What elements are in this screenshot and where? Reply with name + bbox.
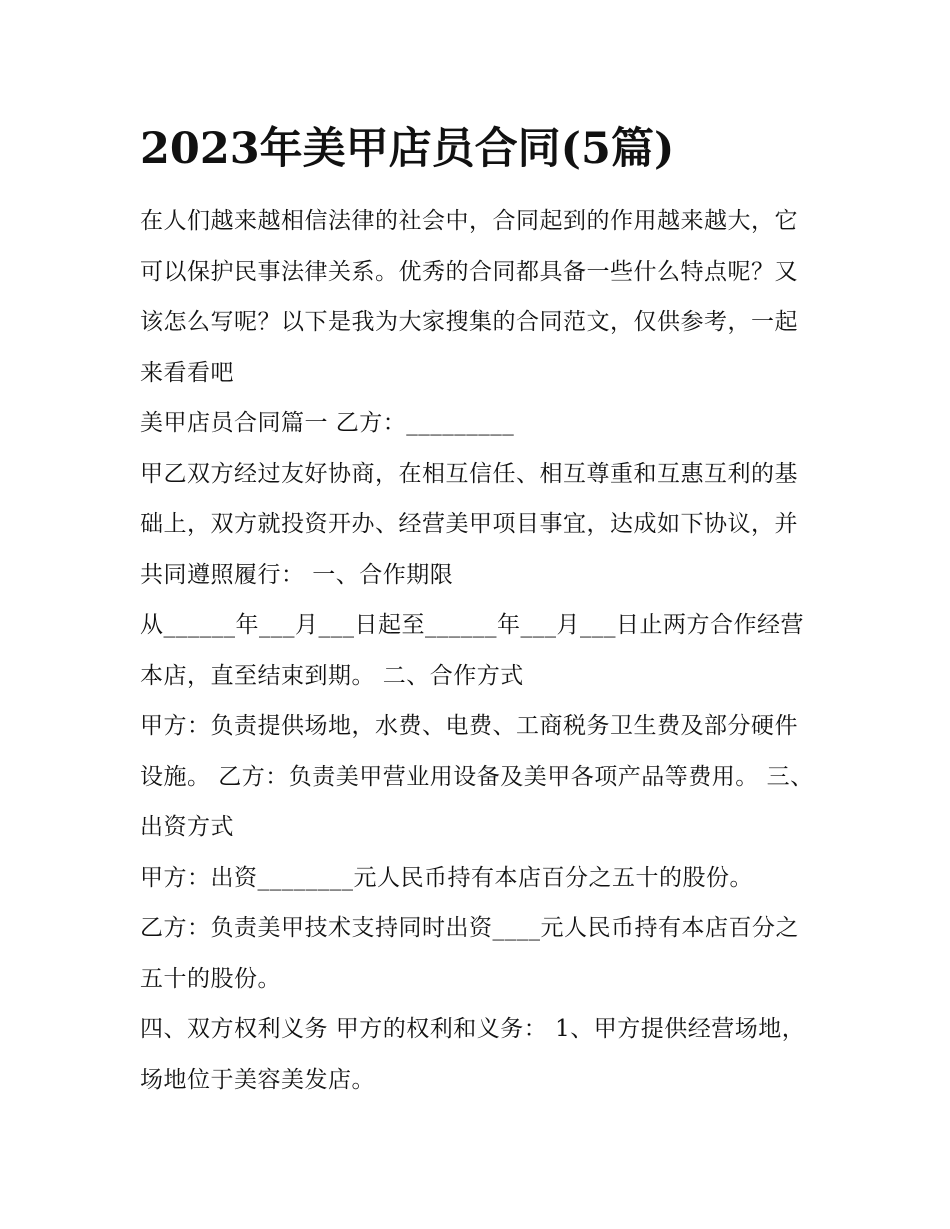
agreement-paragraph: 甲乙双方经过友好协商，在相互信任、相互尊重和互惠互利的基础上，双方就投资开办、经营美甲项目事宜，达成如下协议，并共同遵照履行： 一、合作期限 bbox=[140, 460, 798, 588]
document-body bbox=[140, 118, 820, 1105]
document-title: 2023年美甲店员合同(5篇) bbox=[140, 124, 675, 174]
rights-obligations-paragraph: 四、双方权利义务 甲方的权利和义务： 1、甲方提供经营场地，场地位于美容美发店。 bbox=[140, 1016, 806, 1093]
cooperation-term-paragraph: 从______年___月___日起至______年___月___日止两方合作经营本店，直至结束到期。 二、合作方式 bbox=[140, 612, 804, 689]
party-a-investment-paragraph: 甲方：出资________元人民币持有本店百分之五十的股份。 bbox=[140, 864, 753, 891]
intro-paragraph: 在人们越来越相信法律的社会中，合同起到的作用越来越大，它可以保护民事法律关系。优秀的合同都具备一些什么特点呢？又该怎么写呢？以下是我为大家搜集的合同范文，仅供参考，一起来看看吧 bbox=[140, 208, 798, 386]
contract-heading-party-b: 美甲店员合同篇一 乙方：_________ bbox=[140, 410, 515, 436]
cooperation-method-paragraph: 甲方：负责提供场地，水费、电费、工商税务卫生费及部分硬件设施。 乙方：负责美甲营业用设备及美甲各项产品等费用。 三、出资方式 bbox=[140, 713, 814, 840]
party-b-investment-paragraph: 乙方：负责美甲技术支持同时出资____元人民币持有本店百分之五十的股份。 bbox=[140, 915, 799, 992]
